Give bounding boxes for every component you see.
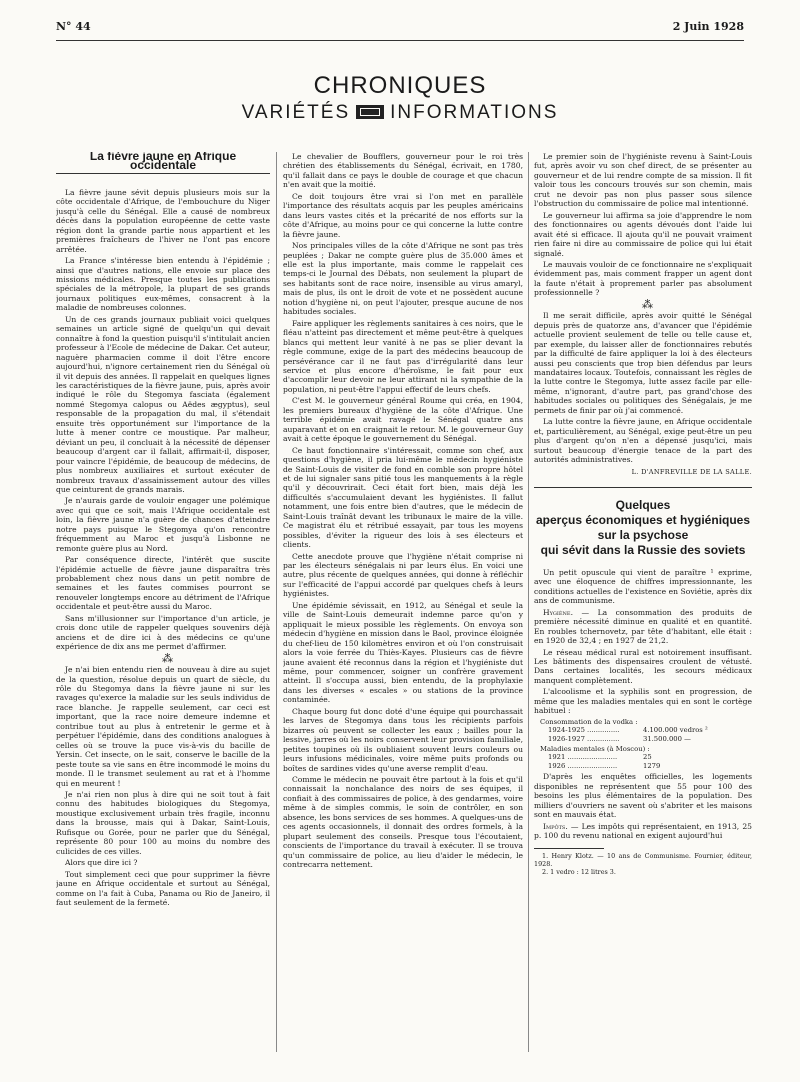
stat-row [540, 735, 752, 744]
paragraph: Un petit opuscule qui vient de paraître ¹ exprime, avec une éloquence de chiffres impressionnante, les conditions actuelles de l'existence en Soviétie, après dix ans de communisme. [534, 567, 752, 606]
author-signature: L. D'ANFREVILLE DE LA SALLE. [631, 467, 752, 476]
paragraph: Le réseau médical rural est notoirement insuffisant. Les bâtiments des dispensaires croulent de vétusté. Dans certaines localités, les secours médicaux manquent complètement. [534, 647, 752, 685]
paragraph [534, 608, 752, 646]
paragraph: C'est M. le gouverneur général Roume qui créa, en 1904, les premiers bureaux d'hygiène de la côte d'Afrique. Une terrible épidémie avait ravagé le Sénégal quatre ans auparavant et on en craignait le retour. M. le gouverneur Guy avait à cette époque le gouvernement du Sénégal. [283, 396, 523, 444]
masthead-subtitle [0, 102, 800, 124]
section-rule [534, 487, 752, 488]
paragraph: Je n'ai bien entendu rien de nouveau à dire au sujet de la question, résolue depuis un quart de siècle, du rôle du Stegomya dans la fièvre jaune ni sur les ravages qu'exerce la maladie sur les seuls individus de race blanche. Je rappelle seulement, car ceci est important, que la race noire demeure indemne et contribue tout au plus à entretenir le germe et à perpétuer l'épidémie, dans des conditions analogues à celles où se trouve la puce vis-à-vis du bacille de Yersin. Cet insecte, on le sait, conserve le bacille de la peste toute sa vie sans en être incommodé le moins du monde. Il le transmet seulement au rat et à l'homme qui en meurent ! [56, 665, 270, 788]
asterism: ⁂ [642, 297, 653, 311]
paragraph: Sans m'illusionner sur l'importance d'un article, je crois donc utile de rappeler quelques souvenirs déjà anciens et de dire ici à des médecins ce qu'une expérience de dix ans me permet d'affirmer. [56, 613, 270, 652]
paragraph: L'alcoolisme et la syphilis sont en progression, de même que les maladies mentales qui en sont le cortège habituel : [534, 687, 752, 716]
footnote-rule [534, 848, 604, 849]
paragraph: Une épidémie sévissait, en 1912, au Sénégal et seule la ville de Saint-Louis demeurait indemne parce qu'on y appliquait le mieux possible les règlements. On envoya son médecin d'hygiène en mission dans le Baol, province éloignée du chef-lieu de 150 kilomètres environ et où l'on construisait alors la voie ferrée du Thiès-Kayes. Plusieurs cas de fièvre jaune avaient été reconnus dans la région et l'hygiéniste dut même, pour commencer, soigner un confrère gravement atteint. Il s'occupa aussi, bien entendu, de la prophylaxie dans les diverses « escales » ou stations de la province contaminée. [283, 600, 523, 705]
stat-row [540, 762, 752, 771]
stat-row [540, 726, 752, 735]
stat-value: 25 [643, 753, 652, 762]
issue-date: 2 Juin 1928 [672, 20, 744, 33]
footnote: 1. Henry Klotz. — 10 ans de Communisme. Fournier, éditeur, 1928. [534, 852, 752, 869]
title-rule [56, 173, 270, 174]
paragraph-text: — La consommation des produits de première nécessité diminue en qualité et en quantité. En roubles tchernovetz, par tête d'habitant, elle était : en 1920 de 32,4 ; en 1927 de 21,2. [534, 607, 752, 646]
paragraph: D'après les enquêtes officielles, les logements disponibles ne représentent que 55 pour 100 des besoins les plus élémentaires de la population. Des milliers d'ouvriers ne savent où s'abriter et les maisons sont en mauvais état. [534, 772, 752, 820]
stat-row [540, 753, 752, 762]
title-line: aperçus économiques et hygiéniques [535, 512, 751, 527]
page-header [56, 14, 744, 38]
statistics-table [540, 718, 752, 771]
title-line: sur la psychose [597, 527, 689, 542]
title-line: Quelques [615, 497, 671, 512]
masthead-title: CHRONIQUES [313, 72, 487, 99]
stat-label: 1926-1927 ............... [548, 734, 620, 743]
stat-value: 1279 [643, 761, 661, 770]
issue-number: N° 44 [56, 20, 91, 33]
stat-value: 31.500.000 — [643, 734, 691, 743]
paragraph: Tout simplement ceci que pour supprimer la fièvre jaune en Afrique occidentale et surtout au Sénégal, comme on l'a fait à Cuba, Panama ou Rio de Janeiro, il faut seulement de la fermeté. [56, 869, 270, 907]
column-divider [276, 152, 277, 1052]
section-lead: Impôts. [543, 821, 568, 831]
column-2 [283, 152, 523, 1052]
paragraph: Par conséquence directe, l'intérêt que suscite l'épidémie actuelle de fièvre jaune disparaîtra très probablement chez nous dans un petit nombre de semaines et les fautes commises pourront se renouveler longtemps encore au détriment de l'Afrique occidentale et peut-être aussi du Maroc. [56, 555, 270, 612]
paragraph: Chaque bourg fut donc doté d'une équipe qui pourchassait les larves de Stegomya dans tous les récipients parfois bizarres où peuvent se collecter les eaux ; bailles pour la lessive, jarres où les noirs conservent leur provision familiale, petites toupines où ils oubliaient souvent leurs couleurs ou leurs infusions médicinales, voire même puits profonds ou boîtes de sardines vides qu'une averse remplit d'eau. [283, 706, 523, 773]
paragraph: Le mauvais vouloir de ce fonctionnaire ne s'expliquait évidemment pas, mais comment frapper un agent dont la faute n'était à proprement parler pas absolument professionnelle ? [534, 259, 752, 298]
paragraph: Nos principales villes de la côte d'Afrique ne sont pas très peuplées ; Dakar ne compte guère plus de 35.000 âmes et elle est la plus importante, mais comme le rappelait ces temps-ci le Journal des Débats, non seulement la plupart de ses habitants sont de race noire, insensible au virus amaryl, mais de plus, ils ont le droit de vote et ne possèdent aucune notion d'hygiène ni, on peut l'ajouter, presque aucune de nos habitudes sociales. [283, 241, 523, 317]
paragraph: Un de ces grands journaux publiait voici quelques semaines un article signé de quelqu'un qui devait connaître à fond la question puisqu'il s'intitulait ancien professeur à l'Ecole de médecine de Dakar. Cet auteur, naguère pharmacien comme il doit l'être encore aujourd'hui, n'ignore certainement rien du Sénégal où il vit depuis des années. Il rappelait en quelques lignes les caractéristiques de la fièvre jaune, puis, après avoir indiqué le rôle du Stegomya fasciata (également nommé Stegomya calopus ou Aëdes ægyptus), seul responsable de la propagation du mal, il s'étendait ensuite très opportunément sur l'importance de la lutte à mener contre ce moustique. Par malheur, déviant un peu, il concluait à la nécessité de dépenser beaucoup d'argent car il fallait, affirmait-il, disposer, pour vaincre l'épidémie, de beaucoup de médecins, de plus nombreux auxiliaires et surtout exécuter de nombreux travaux d'assainissement autour des villes que ceinturent de grands marais. [56, 314, 270, 494]
paragraph: Le premier soin de l'hygiéniste revenu à Saint-Louis fut, après avoir vu son chef direct, de se présenter au gouverneur et de lui rendre compte de sa mission. Il fit valoir tous les concours trouvés sur son chemin, mais crut ne devoir pas non plus passer sous silence l'obstruction du commissaire de police mal intentionné. [534, 152, 752, 209]
article-title [534, 498, 752, 558]
stat-label: 1924-1925 ............... [548, 726, 620, 735]
section-lead: Hygiène. [543, 607, 573, 617]
paragraph: Je n'aurais garde de vouloir engager une polémique avec qui que ce soit, mais l'Afrique occidentale est loin, la fièvre jaune n'a guère de chances d'atteindre notre pays puisque le Stegomya qu'on rencontre fréquemment au Maroc et jusqu'à Lisbonne ne remonte guère plus au Nord. [56, 496, 270, 553]
footnote: 2. 1 vedro : 12 litres 3. [542, 868, 616, 877]
paragraph: Faire appliquer les règlements sanitaires à ces noirs, que le fléau n'atteint pas directement et même peut-être à quelques blancs qui mettent leur vanité à ne pas se plier devant la règle commune, exige de la part des médecins beaucoup de persévérance car il ne faut pas d'irrégularité dans leur service et plus encore d'héroïsme, le fait pour eux d'accomplir leur devoir ne leur attirant ni la sympathie de la population, ni peut-être l'appui effectif de leurs chefs. [283, 318, 523, 394]
stat-label: 1926 ....................... [548, 761, 618, 770]
paragraph [534, 822, 752, 841]
paragraph: Il me serait difficile, après avoir quitté le Sénégal depuis près de quatorze ans, d'avancer que l'épidémie actuelle provient seulement de telle ou telle cause et, par exemple, du laisser aller de fonctionnaires rebutés par la difficulté de faire appliquer la loi à des électeurs aussi peu conscients que trop bien défendus par leurs mandataires locaux. Toutefois, connaissant les règles de la lutte contre le Stegomya, lutte assez facile par elle-même, n'ignorant, d'autre part, pas grand'chose des habitudes sociales ou politiques des Sénégalais, je me permets de finir par où j'ai commencé. [534, 311, 752, 415]
paragraph: La lutte contre la fièvre jaune, en Afrique occidentale et, particulièrement, au Sénégal, exige peut-être un peu plus d'argent qu'on n'en a dépensé jusqu'ici, mais surtout beaucoup d'énergie tenace de la part des autorités administratives. [534, 417, 752, 465]
paragraph: Comme le médecin ne pouvait être partout à la fois et qu'il connaissait la nonchalance des noirs de ses équipes, il confiait à des commissaires de police, à des gendarmes, voire même à de simples commis, le soin de contrôler, en son absence, les bons services de ses hommes. A quelques-uns de ces agents occasionnels, il donnait des ordres formels, à la plupart seulement des conseils. Presque tous l'écoutaient, conscients de l'importance du travail à exécuter. Il se trouva qu'un commissaire de police, au lieu d'aider le médecin, le contrecarra nettement. [283, 775, 523, 870]
stat-header: Maladies mentales (à Moscou) : [540, 744, 650, 753]
asterism: ⁂ [162, 651, 173, 665]
ornament-icon [356, 105, 384, 119]
stat-label: 1921 ....................... [548, 753, 618, 762]
column-3 [534, 152, 752, 1052]
paragraph: Ce doit toujours être vrai si l'on met en parallèle l'importance des résultats acquis par les peuples américains dans leurs vastes cités et la précarité de nos efforts sur la côte d'Afrique, au moins pour ce qui concerne la lutte contre la fièvre jaune. [283, 191, 523, 239]
header-rule [56, 40, 744, 41]
paragraph: Le chevalier de Boufflers, gouverneur pour le roi très chrétien des établissements du Sénégal, écrivait, en 1780, qu'il fallait dans ce pays le double de courage et que chacun n'en avait que la moitié. [283, 152, 523, 190]
stat-value: 4.100.000 vedros ² [643, 726, 708, 735]
article-title: La fièvre jaune en Afrique occidentale [89, 152, 237, 173]
paragraph: Ce haut fonctionnaire s'intéressait, comme son chef, aux questions d'hygiène, il pria lui-même le médecin hygiéniste de Saint-Louis de visiter de fond en comble son propre hôtel et de lui signaler sans pitié tous les manquements à la règle qu'il y découvrirait. Ceci était fort bien, mais déjà les difficultés s'accumulaient devant les hygiénistes. Il fallut notamment, une fois entre bien d'autres, que le médecin de Saint-Louis traînât devant les tribunaux le maire de la ville. Ce magistrat élu et rétribué essayait, par tous les moyens possibles, d'éviter la rigueur des lois à ses électeurs et clients. [283, 445, 523, 550]
paragraph-text: — Les impôts qui représentaient, en 1913, 25 p. 100 du revenu national en exigent aujourd'hui [534, 821, 752, 841]
paragraph: Cette anecdote prouve que l'hygiène n'était comprise ni par les électeurs sénégalais ni par leurs élus. En voici une autre, plus récente de quelques années, qui donne à réfléchir sur l'efficacité de l'appui accordé par quelques chefs à leurs hygiénistes. [283, 551, 523, 599]
stat-header: Consommation de la vodka : [540, 717, 638, 726]
masthead-right: INFORMATIONS [390, 102, 559, 123]
column-divider [528, 152, 529, 1052]
title-line: qui sévit dans la Russie des soviets [540, 542, 746, 557]
paragraph: La fièvre jaune sévit depuis plusieurs mois sur la côte occidentale d'Afrique, de l'embouchure du Niger jusqu'à celle du Sénégal. Elle a causé de nombreux décès dans la population européenne de cette vaste région dont la grande partie nous appartient et les premières fraîcheurs de l'hiver ne l'ont pas encore arrêtée. [56, 187, 270, 254]
paragraph: Le gouverneur lui affirma sa joie d'apprendre le nom des fonctionnaires ou agents dévoués dont l'aide lui avait été si efficace. Il ajouta qu'il ne pouvait vraiment rien faire ni dire au commissaire de police qui lui était signalé. [534, 210, 752, 258]
paragraph: La France s'intéresse bien entendu à l'épidémie ; ainsi que d'autres nations, elle envoie sur place des missions médicales. Presque toutes les publications spéciales de la métropole, la plupart de ses grands journaux politiques eux-mêmes, consacrent à la maladie de nombreuses colonnes. [56, 256, 270, 313]
paragraph: Je n'ai rien non plus à dire qui ne soit tout à fait connu des habitudes biologiques du Stegomya, moustique exclusivement urbain très fragile, inconnu dans la brousse, mais qui à Dakar, Saint-Louis, Rufisque ou Gorée, pour ne parler que du Sénégal, représente 80 pour 100 au moins du nombre des culicides de ces villes. [56, 790, 270, 856]
paragraph: Alors que dire ici ? [65, 858, 138, 868]
column-1 [56, 152, 270, 1052]
masthead-left: VARIÉTÉS [241, 102, 351, 123]
